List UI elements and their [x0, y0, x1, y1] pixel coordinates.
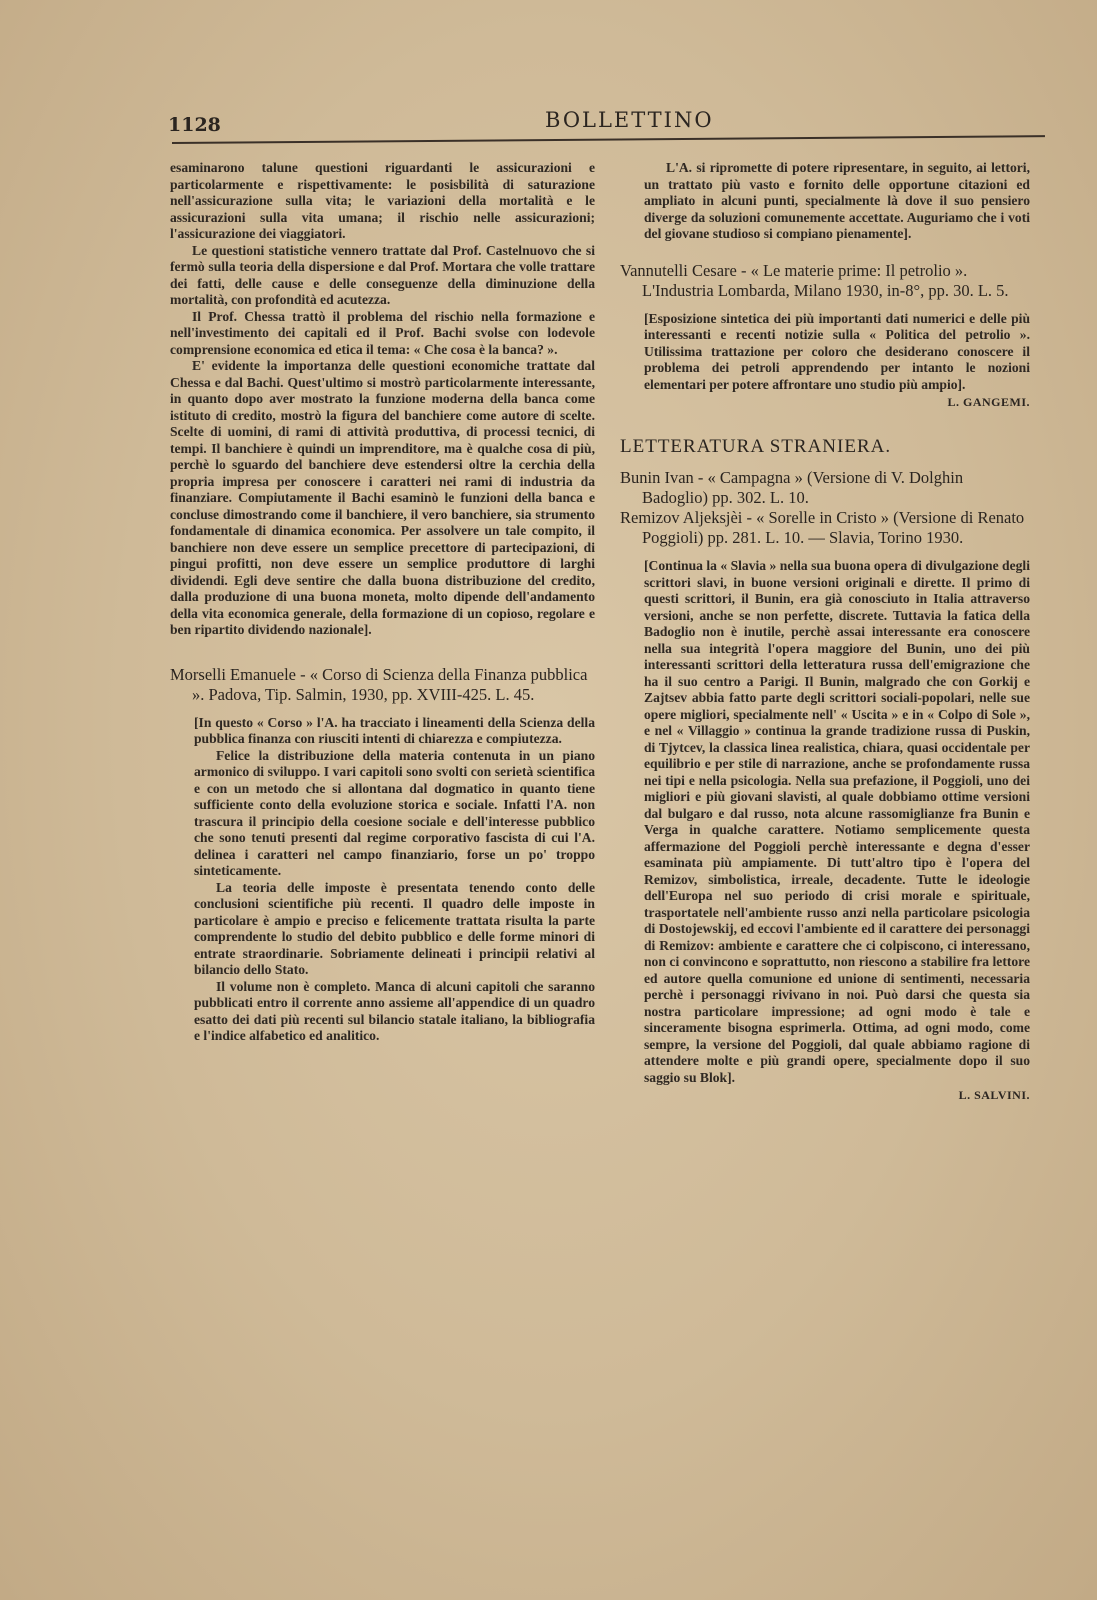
bibliography-entry: Remizov Aljeksjèi - « Sorelle in Cristo » (Versione di Renato Poggioli) pp. 281. L. 10. — Slavia, Torino 1930. [620, 508, 1025, 547]
paragraph: [Esposizione sintetica dei più importanti dati numerici e delle più interessanti e recenti notizie sulla « Politica del petrolio ». Utilissima trattazione per coloro che desiderano conoscere il problema dei petroli apprendendo per intanto le nozioni elementari per potere affrontare uno studio più ampio]. [644, 310, 1030, 392]
review-note [644, 558, 1030, 1103]
paragraph: E' evidente la importanza delle questioni economiche trattate dal Chessa e dal Bachi. Quest'ultimo si mostrò particolarmente interessante, in quanto dopo aver mostrato la funzione moderna della banca come istituto di credito, mostrò la figura del banchiere come autore di scelte. Scelte di uomini, di rami di attività produttiva, di processi tecnici, di tempi. Il banchiere è quindi un imprenditore, ma è qualche cosa di più, perchè lo sguardo del banchiere deve estendersi oltre la cerchia della propria impresa per conoscere i caratteri nei rami di industria da finanziare. Compiutamente il Bachi esaminò le funzioni della banca e concluse dimostrando come il banchiere, il vero banchiere, sia strumento fondamentale di dinamica economica. Per assolvere un tale compito, il banchiere non deve essere un semplice precettore di partecipazioni, di pingui profitti, non deve essere un semplice produttore di larghi dividendi. Egli deve sentire che dalla buona distribuzione del credito, dalla produzione di una buona moneta, molto dipende dell'andamento della vita economica generale, della formazione di un copioso, regolare e ben ripartito dividendo nazionale]. [170, 358, 595, 637]
running-title: BOLLETTINO [545, 108, 714, 132]
reviewer-signature: L. SALVINI. [958, 1088, 1030, 1102]
paragraph: La teoria delle imposte è presentata tenendo conto delle conclusioni scientifiche più recenti. Il quadro delle imposte in particolare è ampio e preciso e felicemente trattata risulta la parte comprendente lo studio del debito pubblico e delle forme minori di entrate straordinarie. Sobriamente delineati i principii relativi al bilancio dello Stato. [194, 879, 595, 977]
page-number: 1128 [168, 114, 221, 136]
paragraph: esaminarono talune questioni riguardanti le assicurazioni e particolarmente e rispettivamente: le posisbilità di saturazione nell'assicurazione sulla vita; le variazioni della mortalità e le assicurazioni sulla vita umana; il rischio nelle assicurazioni; l'assicurazione dei viaggiatori. [170, 160, 595, 241]
paragraph: Le questioni statistiche vennero trattate dal Prof. Castelnuovo che si fermò sulla teoria della dispersione e dal Prof. Mortara che volle trattare dei fatti, delle cause e delle conseguenze della diminuzione della mortalità, con profondità ed acutezza. [170, 242, 595, 307]
bibliography-entry: Morselli Emanuele - « Corso di Scienza della Finanza pubblica ». Padova, Tip. Salmin, 1930, pp. XVIII-425. L. 45. [170, 664, 588, 704]
section-heading: LETTERATURA STRANIERA. [620, 436, 892, 457]
left-column [170, 160, 595, 1045]
review-note [194, 715, 595, 1045]
paragraph: Felice la distribuzione della materia contenuta in un piano armonico di sviluppo. I vari capitoli sono svolti con serietà scientifica e con un metodo che si allontana dal dogmatico in quanto tiene sufficiente conto della evoluzione storica e sociale. Infatti l'A. non trascura il principio della coesione sociale e dell'interesse pubblico che sono tenuti presenti dal regime corporativo fascista di cui l'A. delinea i caratteri nel campo finanziario, forse un po' troppo sinteticamente. [194, 747, 595, 878]
review-note [644, 160, 1030, 243]
paragraph: [In questo « Corso » l'A. ha tracciato i lineamenti della Scienza della pubblica finanza con riusciti intenti di chiarezza e compiutezza. [194, 714, 595, 746]
review-note [644, 311, 1030, 411]
bibliography-entry: Vannutelli Cesare - « Le materie prime: Il petrolio ». L'Industria Lombarda, Milano 1930, in-8°, pp. 30. L. 5. [620, 260, 1009, 300]
paragraph: [Continua la « Slavia » nella sua buona opera di divulgazione degli scrittori slavi, in buone versioni originali e dirette. Il primo di questi scrittori, il Bunin, era già conosciuto in Italia attraverso versioni, anche se non perfette, discrete. Tuttavia la fatica della Badoglio non è inutile, perchè assai interessante era conoscere nella sua integrità l'opera maggiore del Bunin, uno dei più interessanti scrittori della letteratura russa dell'emigrazione che ha il suo centro a Parigi. Il Bunin, malgrado che con Gorkij e Zajtsev abbia fatto parte degli scrittori sociali-popolari, nelle sue opere migliori, specialmente nell' « Uscita » e in « Colpo di Sole », e nel « Villaggio » continua la grande tradizione russa di Puskin, di Tjytcev, la classica linea realistica, chiara, quasi occidentale per equilibrio e per stile di narrazione, anche se profondamente russa nei tipi e nella psicologia. Nella sua prefazione, il Poggioli, uno dei migliori e più giovani slavisti, al quale dobbiamo ottime versioni dal bulgaro e dal russo, nota alcune rassomiglianze fra Bunin e Verga in qualche carattere. Notiamo semplicemente questa affermazione del Poggioli perchè interessante e degna d'esser esaminata più ampiamente. Di tutt'altro tipo è l'opera del Remizov, simbolistica, irreale, decadente. Tutte le ideologie dell'Europa nel suo periodo di crisi morale e spirituale, trasportatele nell'ambiente russo anzi nella particolare psicologia di Dostojewskij, ed eccovi l'ambiente ed il carattere dei personaggi di Remizov: ambiente e carattere che ci colpiscono, ci interessano, non ci convincono e soprattutto, non riescono a stabilire fra lettore ed autore quella comunione ed unione di sentimenti, necessaria perchè i personaggi rivivano in noi. Può darsi che questa sia nostra particolare impressione; ad ogni modo è tale e sinceramente bisogna esprimerla. Ottima, ad ogni modo, come sempre, la versione del Poggioli, dal quale abbiamo ragione di attendere molte e più grandi opere, specialmente dopo il suo saggio su Blok]. [644, 558, 1030, 1085]
right-column [620, 160, 1030, 1103]
paragraph: L'A. si ripromette di potere ripresentare, in seguito, ai lettori, un trattato più vasto e fornito delle opportune citazioni ed ampliato in alcuni punti, specialmente là dove il suo pensiero diverge da soluzioni comunemente accettate. Auguriamo che i voti del giovane studioso si compiano pienamente]. [644, 160, 1030, 241]
bibliography-entry: Bunin Ivan - « Campagna » (Versione di V. Dolghin Badoglio) pp. 302. L. 10. [620, 468, 964, 507]
paragraph: Il Prof. Chessa trattò il problema del rischio nella formazione e nell'investimento dei capitali ed il Prof. Bachi svolse con lodevole comprensione economica ed etica il tema: « Che cosa è la banca? ». [170, 308, 595, 357]
reviewer-signature: L. GANGEMI. [947, 395, 1030, 409]
paragraph: Il volume non è completo. Manca di alcuni capitoli che saranno pubblicati entro il corrente anno assieme all'appendice di un quadro esatto dei dati più recenti sul bilancio statale italiano, la bibliografia e l'indice alfabetico ed analitico. [194, 978, 595, 1043]
